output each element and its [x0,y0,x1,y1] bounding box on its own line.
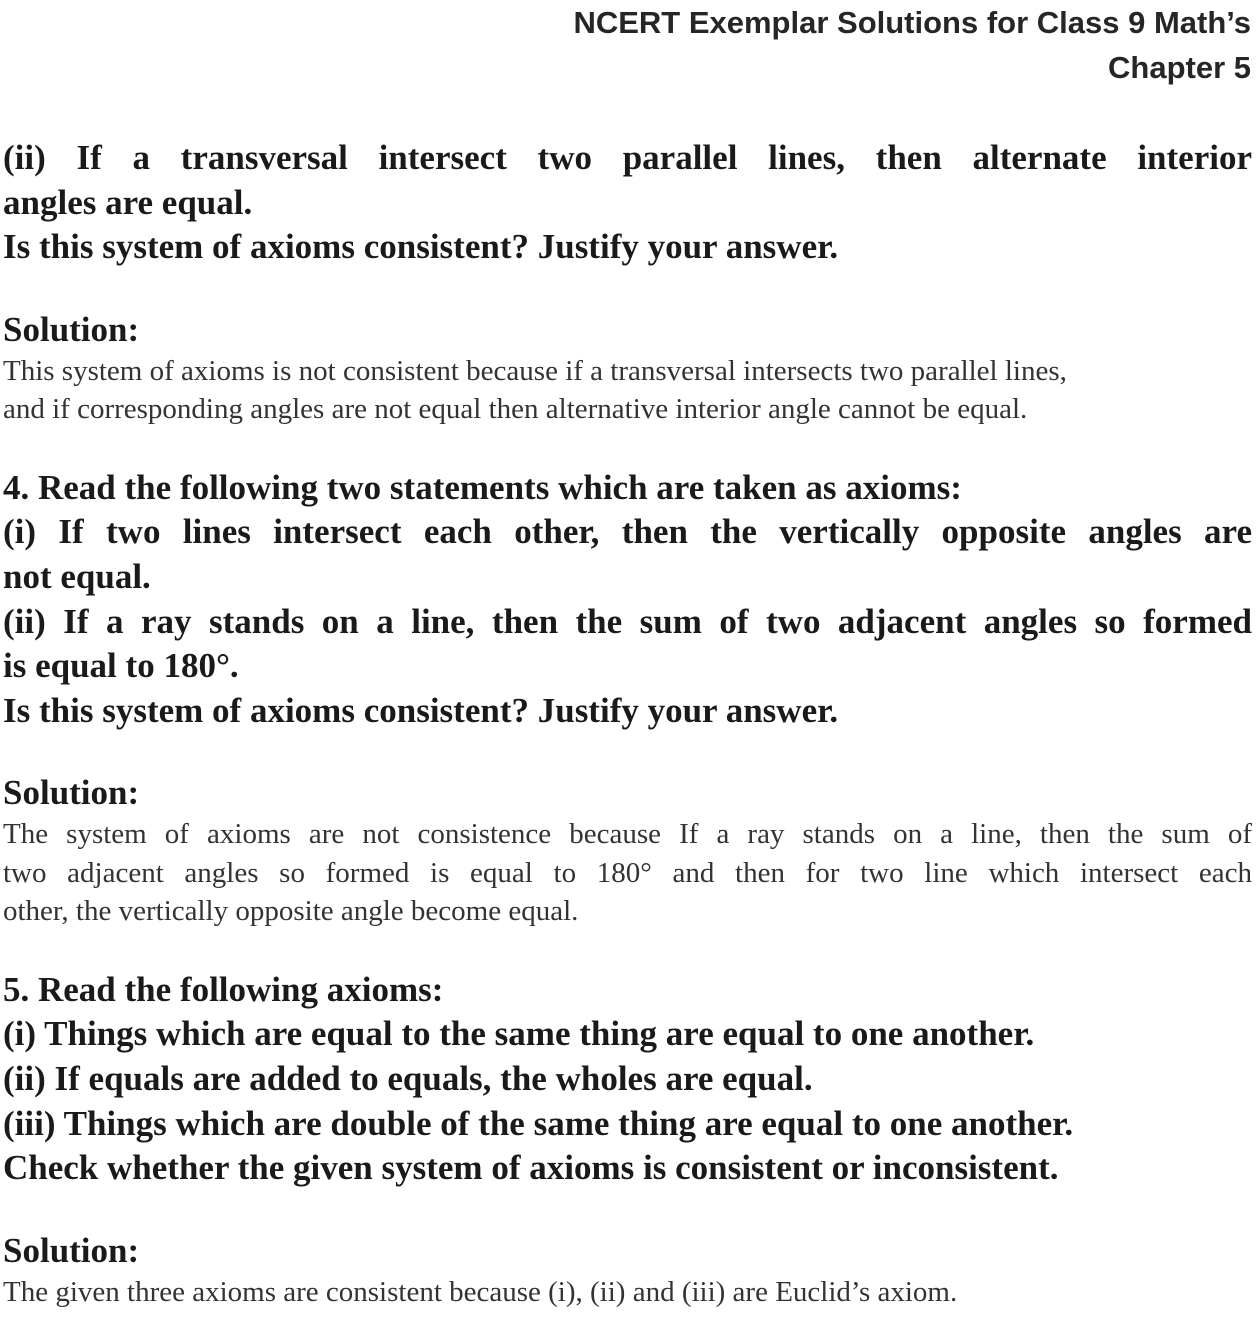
question-line: (iii) Things which are double of the same thing are equal to one another. [3,1103,1074,1143]
question-5 [3,968,1252,1191]
question-line: (ii) If a transversal intersect two parallel lines, then alternate interior [3,138,1252,177]
solution-4 [3,771,1252,931]
header-chapter: Chapter 5 [1108,50,1251,85]
question-line: (i) Things which are equal to the same thing are equal to one another. [3,1014,1035,1054]
question-line: Is this system of axioms consistent? Justify your answer. [3,690,839,730]
question-line: (ii) If equals are added to equals, the wholes are equal. [3,1059,813,1099]
question-line: 4. Read the following two statements which are taken as axioms: [3,467,962,507]
question-line: Is this system of axioms consistent? Justify your answer. [3,227,839,267]
question-line: not equal. [3,556,151,596]
solution-line: other, the vertically opposite angle become equal. [3,895,579,928]
question-3-tail [3,136,1252,270]
solution-heading: Solution: [3,1230,140,1270]
page-content [3,136,1252,1311]
header-title: NCERT Exemplar Solutions for Class 9 Math’s [573,5,1251,40]
page-header [573,0,1251,90]
solution-3 [3,308,1252,429]
question-line: 5. Read the following axioms: [3,969,444,1009]
solution-line: The given three axioms are consistent because (i), (ii) and (iii) are Euclid’s axiom. [3,1275,958,1308]
solution-line: The system of axioms are not consistence because If a ray stands on a line, then the sum of [3,818,1252,851]
question-line: (ii) If a ray stands on a line, then the sum of two adjacent angles so formed [3,601,1252,641]
solution-heading: Solution: [3,773,140,813]
solution-heading: Solution: [3,309,140,349]
question-line: (i) If two lines intersect each other, then the vertically opposite angles are [3,512,1252,552]
question-line: is equal to 180°. [3,646,239,686]
question-4 [3,466,1252,734]
solution-line: This system of axioms is not consistent because if a transversal intersects two parallel lines, [3,354,1067,387]
question-line: angles are equal. [3,182,253,222]
question-line: Check whether the given system of axioms is consistent or inconsistent. [3,1148,1059,1188]
solution-5 [3,1229,1252,1312]
solution-line: and if corresponding angles are not equal then alternative interior angle cannot be equal. [3,393,1028,426]
solution-line: two adjacent angles so formed is equal to 180° and then for two line which intersect each [3,856,1252,889]
